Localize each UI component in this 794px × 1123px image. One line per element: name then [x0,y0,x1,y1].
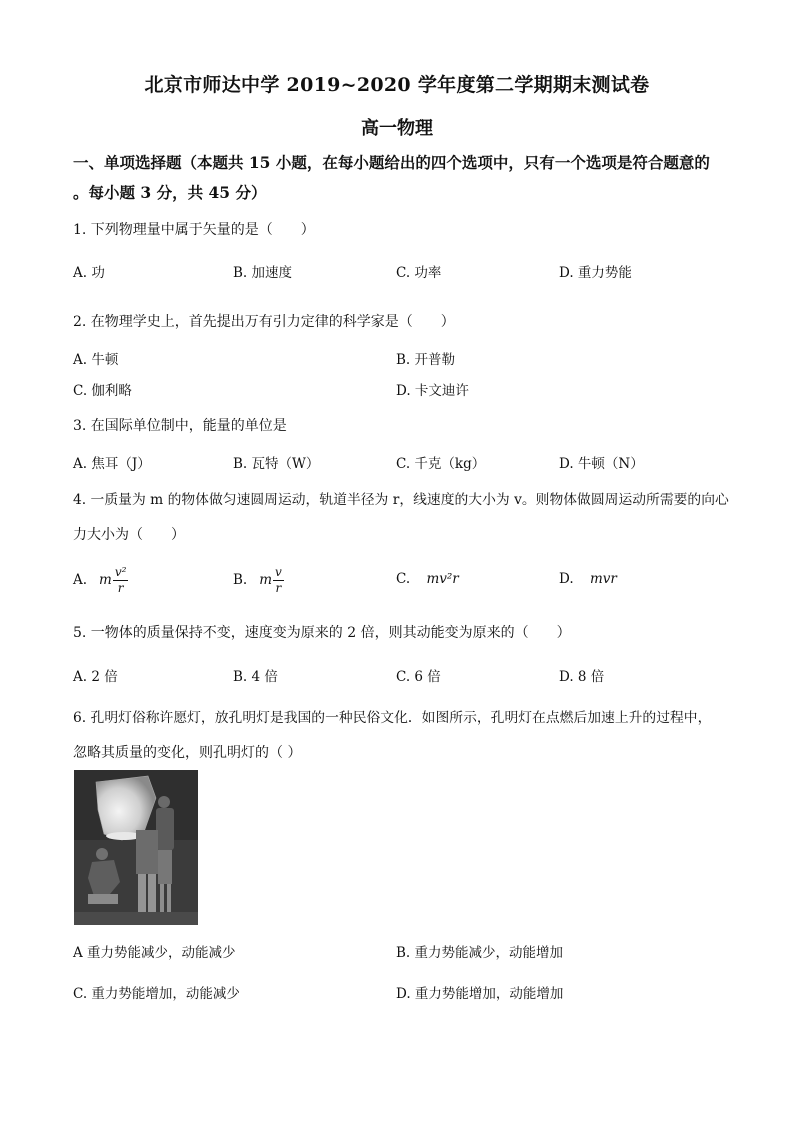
question-6-option-c: C. 重力势能增加，动能减少 [73,986,240,1002]
question-2-option-d: D. 卡文迪许 [396,383,469,399]
sky-lantern-photo [74,770,198,925]
question-6-option-a: A 重力势能减少，动能减少 [73,945,236,961]
question-1-stem: 1. 下列物理量中属于矢量的是（ ） [73,222,315,238]
option-a-fraction [113,566,129,594]
option-a-label: A. [73,572,88,588]
question-4-stem-line2: 力大小为（ ） [73,527,185,543]
question-3-option-d: D. 牛顿（N） [559,456,644,472]
question-5-option-c: C. 6 倍 [396,669,441,685]
question-4-option-d [559,571,617,587]
question-3-option-c: C. 千克（kg） [396,456,486,472]
question-3-option-b: B. 瓦特（W） [233,456,320,472]
question-1-option-d: D. 重力势能 [559,265,632,281]
question-4-option-c [396,571,459,587]
question-4-option-a [73,560,128,600]
option-b-denominator: r [275,580,282,595]
question-6-option-b: B. 重力势能减少，动能增加 [396,945,564,961]
question-4-option-b [233,560,284,600]
question-5-stem: 5. 一物体的质量保持不变，速度变为原来的 2 倍，则其动能变为原来的（ ） [73,625,571,641]
section-heading-line2: 。每小题 3 分，共 45 分） [73,183,267,202]
question-6-stem-line2: 忽略其质量的变化，则孔明灯的（ ） [73,745,302,761]
option-d-label: D. [559,571,574,587]
person-right-leg-left [160,884,164,914]
person-right-leg-right [167,884,171,914]
exam-subtitle: 高一物理 [361,118,433,139]
option-c-expression: mv²r [426,571,459,587]
question-6-stem-line1: 6. 孔明灯俗称许愿灯，放孔明灯是我国的一种民俗文化．如图所示，孔明灯在点燃后加速上升的过程中， [73,710,712,726]
question-5-option-d: D. 8 倍 [559,669,605,685]
option-b-numerator: v [275,564,282,579]
option-a-numerator: v² [114,564,127,579]
question-4-stem-line1: 4. 一质量为 m 的物体做匀速圆周运动，轨道半径为 r，线速度的大小为 v。则物体做圆周运动所需要的向心 [73,492,729,508]
person-middle-leg-right [148,874,156,916]
question-2-option-c: C. 伽利略 [73,383,132,399]
exam-title: 北京市师达中学 2019~2020 学年度第二学期期末测试卷 [144,74,650,96]
question-2-option-a: A. 牛顿 [73,352,119,368]
photo-ground [74,912,198,925]
section-heading-line1: 一、单项选择题（本题共 15 小题，在每小题给出的四个选项中，只有一个选项是符合题意的 [73,153,710,172]
person-right-head [158,796,170,808]
person-right-torso [156,808,174,850]
question-2-stem: 2. 在物理学史上，首先提出万有引力定律的科学家是（ ） [73,314,455,330]
option-b-mass: m [259,572,273,588]
question-5-option-b: B. 4 倍 [233,669,278,685]
question-1-option-a: A. 功 [73,265,105,281]
question-3-option-a: A. 焦耳（J） [73,456,151,472]
person-middle-body [136,830,158,874]
question-2-option-b: B. 开普勒 [396,352,456,368]
option-d-expression: mvr [589,571,617,587]
option-c-label: C. [396,571,411,587]
option-a-denominator: r [117,580,124,595]
person-middle-leg-left [138,874,146,916]
question-6-option-d: D. 重力势能增加，动能增加 [396,986,564,1002]
person-left-legs [88,894,118,904]
question-3-stem: 3. 在国际单位制中，能量的单位是 [73,418,287,434]
question-1-option-b: B. 加速度 [233,265,293,281]
person-right-shorts [158,850,172,884]
person-left-head [96,848,108,860]
question-1-option-c: C. 功率 [396,265,442,281]
option-b-label: B. [233,572,248,588]
option-b-fraction [273,566,284,594]
option-a-mass: m [99,572,112,588]
question-5-option-a: A. 2 倍 [73,669,118,685]
